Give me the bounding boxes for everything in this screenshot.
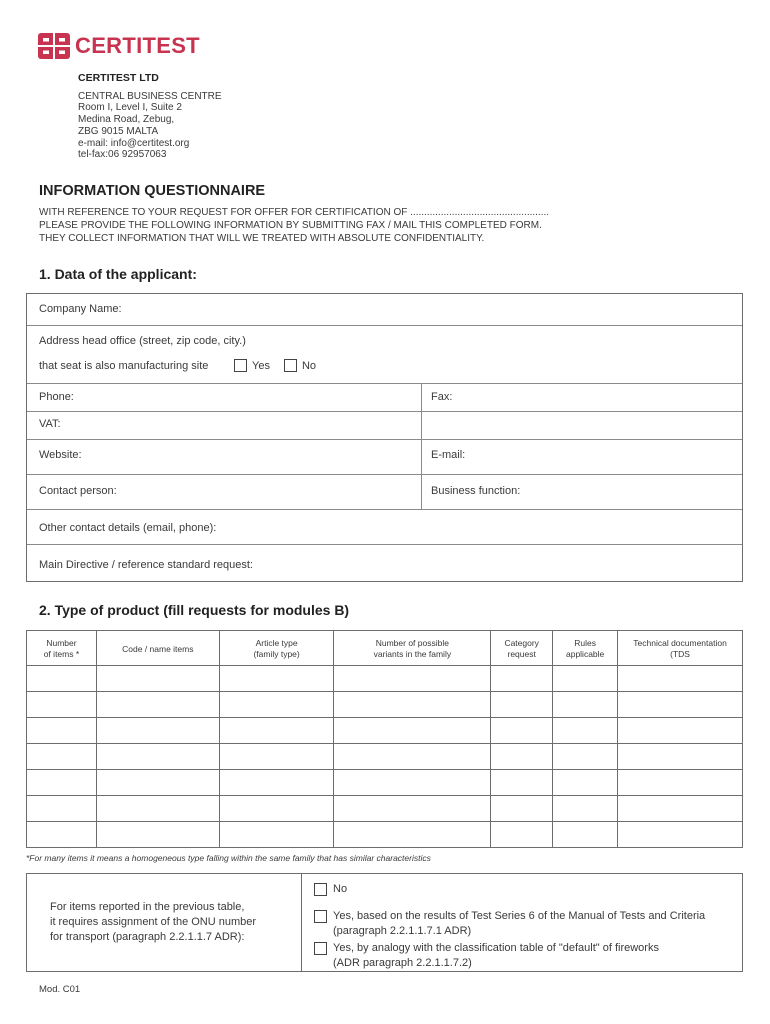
table-cell[interactable] [618, 796, 743, 822]
table-row [27, 718, 743, 744]
address-row[interactable] [27, 325, 742, 384]
table-cell[interactable] [491, 822, 553, 848]
table-cell[interactable] [96, 822, 219, 848]
company-telfax: tel-fax:06 92957063 [78, 149, 167, 161]
table-cell[interactable] [618, 666, 743, 692]
table-cell[interactable] [334, 692, 491, 718]
table-cell[interactable] [553, 822, 618, 848]
intro-line: PLEASE PROVIDE THE FOLLOWING INFORMATION BY SUBMITTING FAX / MAIL THIS COMPLETED FORM. [39, 220, 542, 231]
onu-question-box [26, 873, 743, 972]
section2-title: 2. Type of product (fill requests for modules B) [39, 602, 350, 618]
table-cell[interactable] [334, 666, 491, 692]
onu-option-fireworks[interactable] [314, 941, 659, 971]
divider [421, 439, 422, 474]
table-cell[interactable] [491, 692, 553, 718]
divider [421, 411, 422, 439]
table-cell[interactable] [491, 744, 553, 770]
onu-option-label: No [333, 883, 348, 895]
certitest-logo-icon [38, 33, 70, 59]
form-code: Mod. C01 [39, 984, 81, 995]
table-cell[interactable] [219, 822, 334, 848]
table-cell[interactable] [27, 692, 97, 718]
onu-option-test-series[interactable] [314, 909, 705, 939]
table-cell[interactable] [96, 744, 219, 770]
table-cell[interactable] [219, 744, 334, 770]
table-cell[interactable] [553, 718, 618, 744]
table-cell[interactable] [334, 796, 491, 822]
table-cell[interactable] [553, 666, 618, 692]
table-cell[interactable] [219, 796, 334, 822]
other-contact-label: Other contact details (email, phone): [39, 522, 217, 534]
company-name: CERTITEST LTD [78, 72, 159, 84]
no-label: No [301, 359, 317, 372]
company-name-row[interactable] [27, 294, 742, 326]
table-cell[interactable] [491, 718, 553, 744]
table-cell[interactable] [618, 718, 743, 744]
table-cell[interactable] [618, 744, 743, 770]
table-cell[interactable] [219, 692, 334, 718]
table-cell[interactable] [491, 770, 553, 796]
onu-option-no[interactable] [314, 882, 347, 897]
table-row [27, 692, 743, 718]
business-function-label[interactable]: Business function: [431, 485, 521, 497]
col-technical-doc: Technical documentation (TDS [618, 631, 743, 666]
company-name-label: Company Name: [39, 303, 122, 315]
intro-line: THEY COLLECT INFORMATION THAT WILL WE TREATED WITH ABSOLUTE CONFIDENTIALITY. [39, 233, 485, 244]
table-cell[interactable] [334, 822, 491, 848]
contact-business-row [27, 474, 742, 510]
vat-row [27, 411, 742, 440]
website-label[interactable]: Website: [39, 449, 82, 461]
table-cell[interactable] [96, 770, 219, 796]
table-row [27, 796, 743, 822]
divider [421, 383, 422, 411]
onu-option-label: Yes, by analogy with the classification table of "default" of fireworks (ADR paragraph 2.2.1.1.7.2) [333, 942, 659, 969]
table-footnote: *For many items it means a homogeneous type falling within the same family that has similar characteristics [26, 853, 431, 863]
table-cell[interactable] [334, 718, 491, 744]
table-cell[interactable] [553, 770, 618, 796]
table-cell[interactable] [27, 770, 97, 796]
directive-label: Main Directive / reference standard request: [39, 559, 253, 571]
onu-option-label: Yes, based on the results of Test Series 6 of the Manual of Tests and Criteria (paragraph 2.2.1.1.7.1 ADR) [333, 910, 706, 937]
table-row [27, 770, 743, 796]
onu-question: For items reported in the previous table, it requires assignment of the ONU number for transport (paragraph 2.2.1.1.7 ADR): [50, 901, 257, 943]
table-header-row [27, 631, 743, 666]
directive-row[interactable] [27, 544, 742, 581]
table-cell[interactable] [27, 822, 97, 848]
email-label[interactable]: E-mail: [431, 449, 466, 461]
manufacturing-site-label: that seat is also manufacturing site [39, 360, 209, 372]
col-code-name: Code / name items [96, 631, 219, 666]
products-table [26, 630, 743, 848]
col-variants: Number of possible variants in the family [334, 631, 491, 666]
onu-test-series-checkbox[interactable] [314, 910, 327, 923]
table-cell[interactable] [491, 796, 553, 822]
address-line: Room I, Level I, Suite 2 [78, 102, 182, 114]
questionnaire-intro [39, 206, 549, 245]
table-cell[interactable] [27, 744, 97, 770]
questionnaire-title: INFORMATION QUESTIONNAIRE [39, 183, 266, 199]
phone-fax-row [27, 383, 742, 412]
fax-label[interactable]: Fax: [431, 391, 453, 403]
table-cell[interactable] [491, 666, 553, 692]
table-row [27, 822, 743, 848]
table-cell[interactable] [96, 692, 219, 718]
brand-name: CERTITEST [75, 33, 200, 58]
table-cell[interactable] [553, 744, 618, 770]
table-row [27, 744, 743, 770]
table-cell[interactable] [334, 744, 491, 770]
table-cell[interactable] [27, 796, 97, 822]
divider [301, 874, 302, 971]
table-cell[interactable] [27, 718, 97, 744]
table-cell[interactable] [96, 666, 219, 692]
table-cell[interactable] [334, 770, 491, 796]
table-cell[interactable] [618, 822, 743, 848]
section1-title: 1. Data of the applicant: [39, 266, 197, 282]
onu-fireworks-checkbox[interactable] [314, 942, 327, 955]
table-cell[interactable] [96, 718, 219, 744]
address-line: CENTRAL BUSINESS CENTRE [78, 90, 222, 102]
website-email-row [27, 439, 742, 475]
address-line: Medina Road, Zebug, [78, 114, 175, 126]
table-cell[interactable] [27, 666, 97, 692]
address-line: ZBG 9015 MALTA [78, 125, 159, 137]
table-cell[interactable] [618, 770, 743, 796]
table-cell[interactable] [219, 770, 334, 796]
manufacturing-site-options [234, 359, 330, 372]
table-cell[interactable] [618, 692, 743, 718]
col-number-items: Number of items * [27, 631, 97, 666]
phone-label[interactable]: Phone: [39, 391, 74, 403]
col-article-type: Article type (family type) [219, 631, 334, 666]
table-cell[interactable] [219, 666, 334, 692]
yes-checkbox[interactable] [234, 359, 247, 372]
applicant-data-form [26, 293, 743, 582]
divider [421, 474, 422, 509]
onu-no-checkbox[interactable] [314, 883, 327, 896]
company-email: e-mail: info@certitest.org [78, 137, 190, 149]
certitest-logo [38, 33, 200, 59]
table-cell[interactable] [219, 718, 334, 744]
other-contact-row[interactable] [27, 509, 742, 545]
table-cell[interactable] [553, 796, 618, 822]
address-label: Address head office (street, zip code, city.) [39, 335, 246, 347]
company-info [78, 73, 222, 161]
col-rules: Rules applicable [553, 631, 618, 666]
vat-label[interactable]: VAT: [39, 418, 61, 430]
table-cell[interactable] [96, 796, 219, 822]
table-cell[interactable] [553, 692, 618, 718]
table-row [27, 666, 743, 692]
intro-line: WITH REFERENCE TO YOUR REQUEST FOR OFFER FOR CERTIFICATION OF .................................................. [39, 207, 550, 218]
col-category: Category request [491, 631, 553, 666]
no-checkbox[interactable] [284, 359, 297, 372]
yes-label: Yes [252, 359, 270, 372]
contact-person-label[interactable]: Contact person: [39, 485, 117, 497]
